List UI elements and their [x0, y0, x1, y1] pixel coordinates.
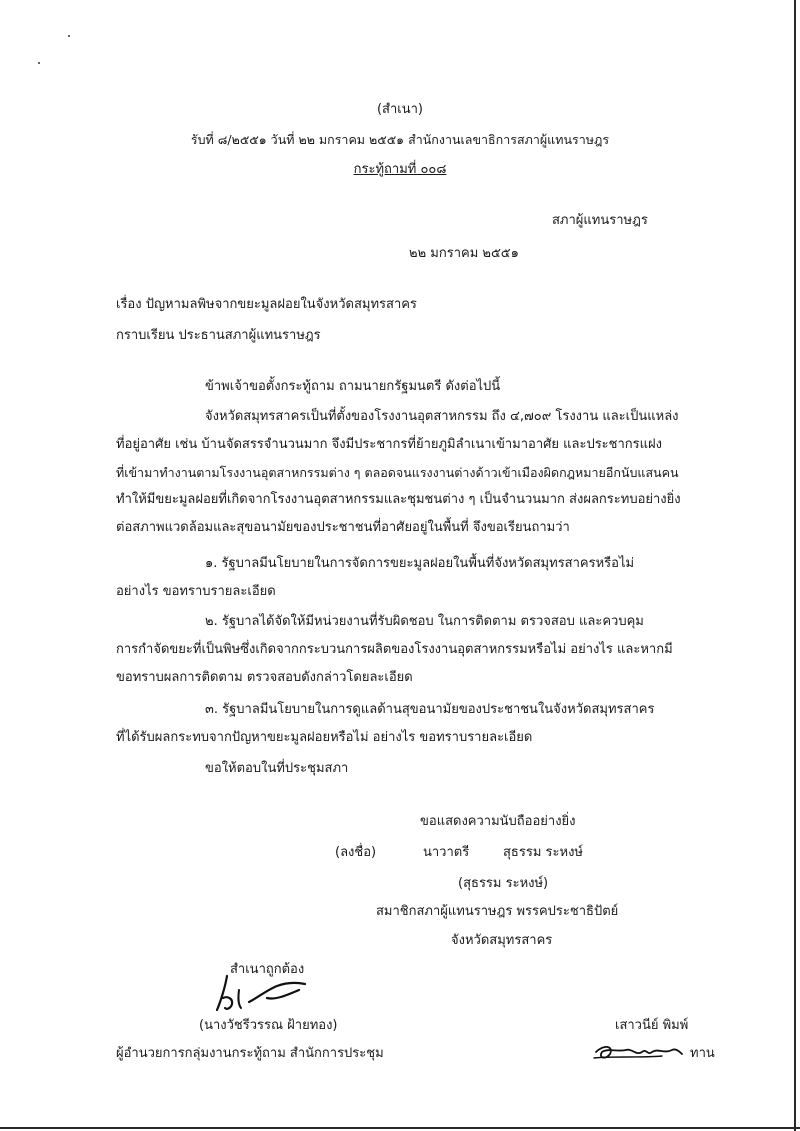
signed-label: (ลงชื่อ) — [335, 845, 377, 860]
scan-speck — [68, 35, 70, 37]
question-2-line: ๒. รัฐบาลได้จัดให้มีหน่วยงานที่รับผิดชอบ ในการติดตาม ตรวจสอบ และควบคุม — [205, 614, 644, 629]
paragraph-line: จังหวัดสมุทรสาครเป็นที่ตั้งของโรงงานอุตสาหกรรม ถึง ๔,๗๐๙ โรงงาน และเป็นแหล่ง — [205, 409, 679, 424]
signer-signed-name: สุธรรม ระหงษ์ — [503, 845, 583, 860]
paragraph-line: ที่อยู่อาศัย เช่น บ้านจัดสรรจำนวนมาก จึงมีประชากรที่ย้ายภูมิลำเนาเข้ามาอาศัย และประชากรแฝง — [116, 437, 662, 452]
signer-position: สมาชิกสภาผู้แทนราษฎร พรรคประชาธิปัตย์ — [376, 904, 619, 919]
question-number: กระทู้ถามที่ ๐๐๘ — [353, 162, 447, 177]
institution-name: สภาผู้แทนราษฎร — [552, 213, 648, 228]
document-date: ๒๒ มกราคม ๒๕๕๑ — [409, 246, 519, 261]
certifier-signature — [205, 968, 315, 1018]
paragraph-line: ที่เข้ามาทำงานตามโรงงานอุตสาหกรรมต่าง ๆ ตลอดจนแรงงานต่างด้าวเข้าเมืองผิดกฎหมายอีกนับแสนคน — [116, 465, 679, 480]
scan-edge-bottom — [0, 1127, 800, 1129]
signer-printed-name: (สุธรรม ระหงษ์) — [458, 876, 549, 891]
receipt-line: รับที่ ๘/๒๕๕๑ วันที่ ๒๒ มกราคม ๒๕๕๑ สำนักงานเลขาธิการสภาผู้แทนราษฎร — [190, 132, 610, 147]
question-3-line: ที่ได้รับผลกระทบจากปัญหาขยะมูลฝอยหรือไม่ อย่างไร ขอทราบรายละเอียด — [116, 730, 533, 745]
certifier-title: ผู้อำนวยการกลุ่มงานกระทู้ถาม สำนักการประชุม — [116, 1046, 384, 1061]
certifier-name: (นางวัชรีวรรณ ฝ้ายทอง) — [199, 1018, 338, 1033]
checker-label: ทาน — [690, 1046, 715, 1061]
paragraph-line: ทำให้มีขยะมูลฝอยที่เกิดจากโรงงานอุตสาหกรรมและชุมชนต่าง ๆ เป็นจำนวนมาก ส่งผลกระทบอย่างยิ่ง — [116, 492, 681, 507]
signer-rank: นาวาตรี — [423, 845, 470, 860]
typist-line: เสาวนีย์ พิมพ์ — [615, 1018, 689, 1033]
intro-line: ข้าพเจ้าขอตั้งกระทู้ถาม ถามนายกรัฐมนตรี ดังต่อไปนี้ — [205, 379, 501, 394]
question-1-line: ๑. รัฐบาลมีนโยบายในการจัดการขยะมูลฝอยในพื้นที่จังหวัดสมุทรสาครหรือไม่ — [205, 556, 635, 571]
paragraph-line: ต่อสภาพแวดล้อมและสุขอนามัยของประชาชนที่อาศัยอยู่ในพื้นที่ จึงขอเรียนถามว่า — [116, 520, 570, 535]
salutation-line: กราบเรียน ประธานสภาผู้แทนราษฎร — [116, 328, 321, 343]
subject-line: เรื่อง ปัญหามลพิษจากขยะมูลฝอยในจังหวัดสมุทรสาคร — [116, 297, 417, 312]
checker-initials-signature — [592, 1038, 684, 1066]
question-2-line: การกำจัดขยะที่เป็นพิษซึ่งเกิดจากกระบวนการผลิตของโรงงานอุตสาหกรรมหรือไม่ อย่างไร และหากมี — [116, 642, 673, 657]
copy-label: (สำเนา) — [376, 102, 423, 117]
certified-copy-label: สำเนาถูกต้อง — [230, 962, 305, 977]
question-3-line: ๓. รัฐบาลมีนโยบายในการดูแลด้านสุขอนามัยของประชาชนในจังหวัดสมุทรสาคร — [205, 702, 655, 717]
scan-speck — [38, 62, 40, 64]
question-1-line: อย่างไร ขอทราบรายละเอียด — [116, 584, 276, 599]
respect-closing: ขอแสดงความนับถืออย่างยิ่ง — [420, 814, 576, 829]
closing-request: ขอให้ตอบในที่ประชุมสภา — [205, 761, 349, 776]
question-2-line: ขอทราบผลการติดตาม ตรวจสอบดังกล่าวโดยละเอียด — [116, 670, 413, 685]
signer-province: จังหวัดสมุทรสาคร — [451, 933, 553, 948]
